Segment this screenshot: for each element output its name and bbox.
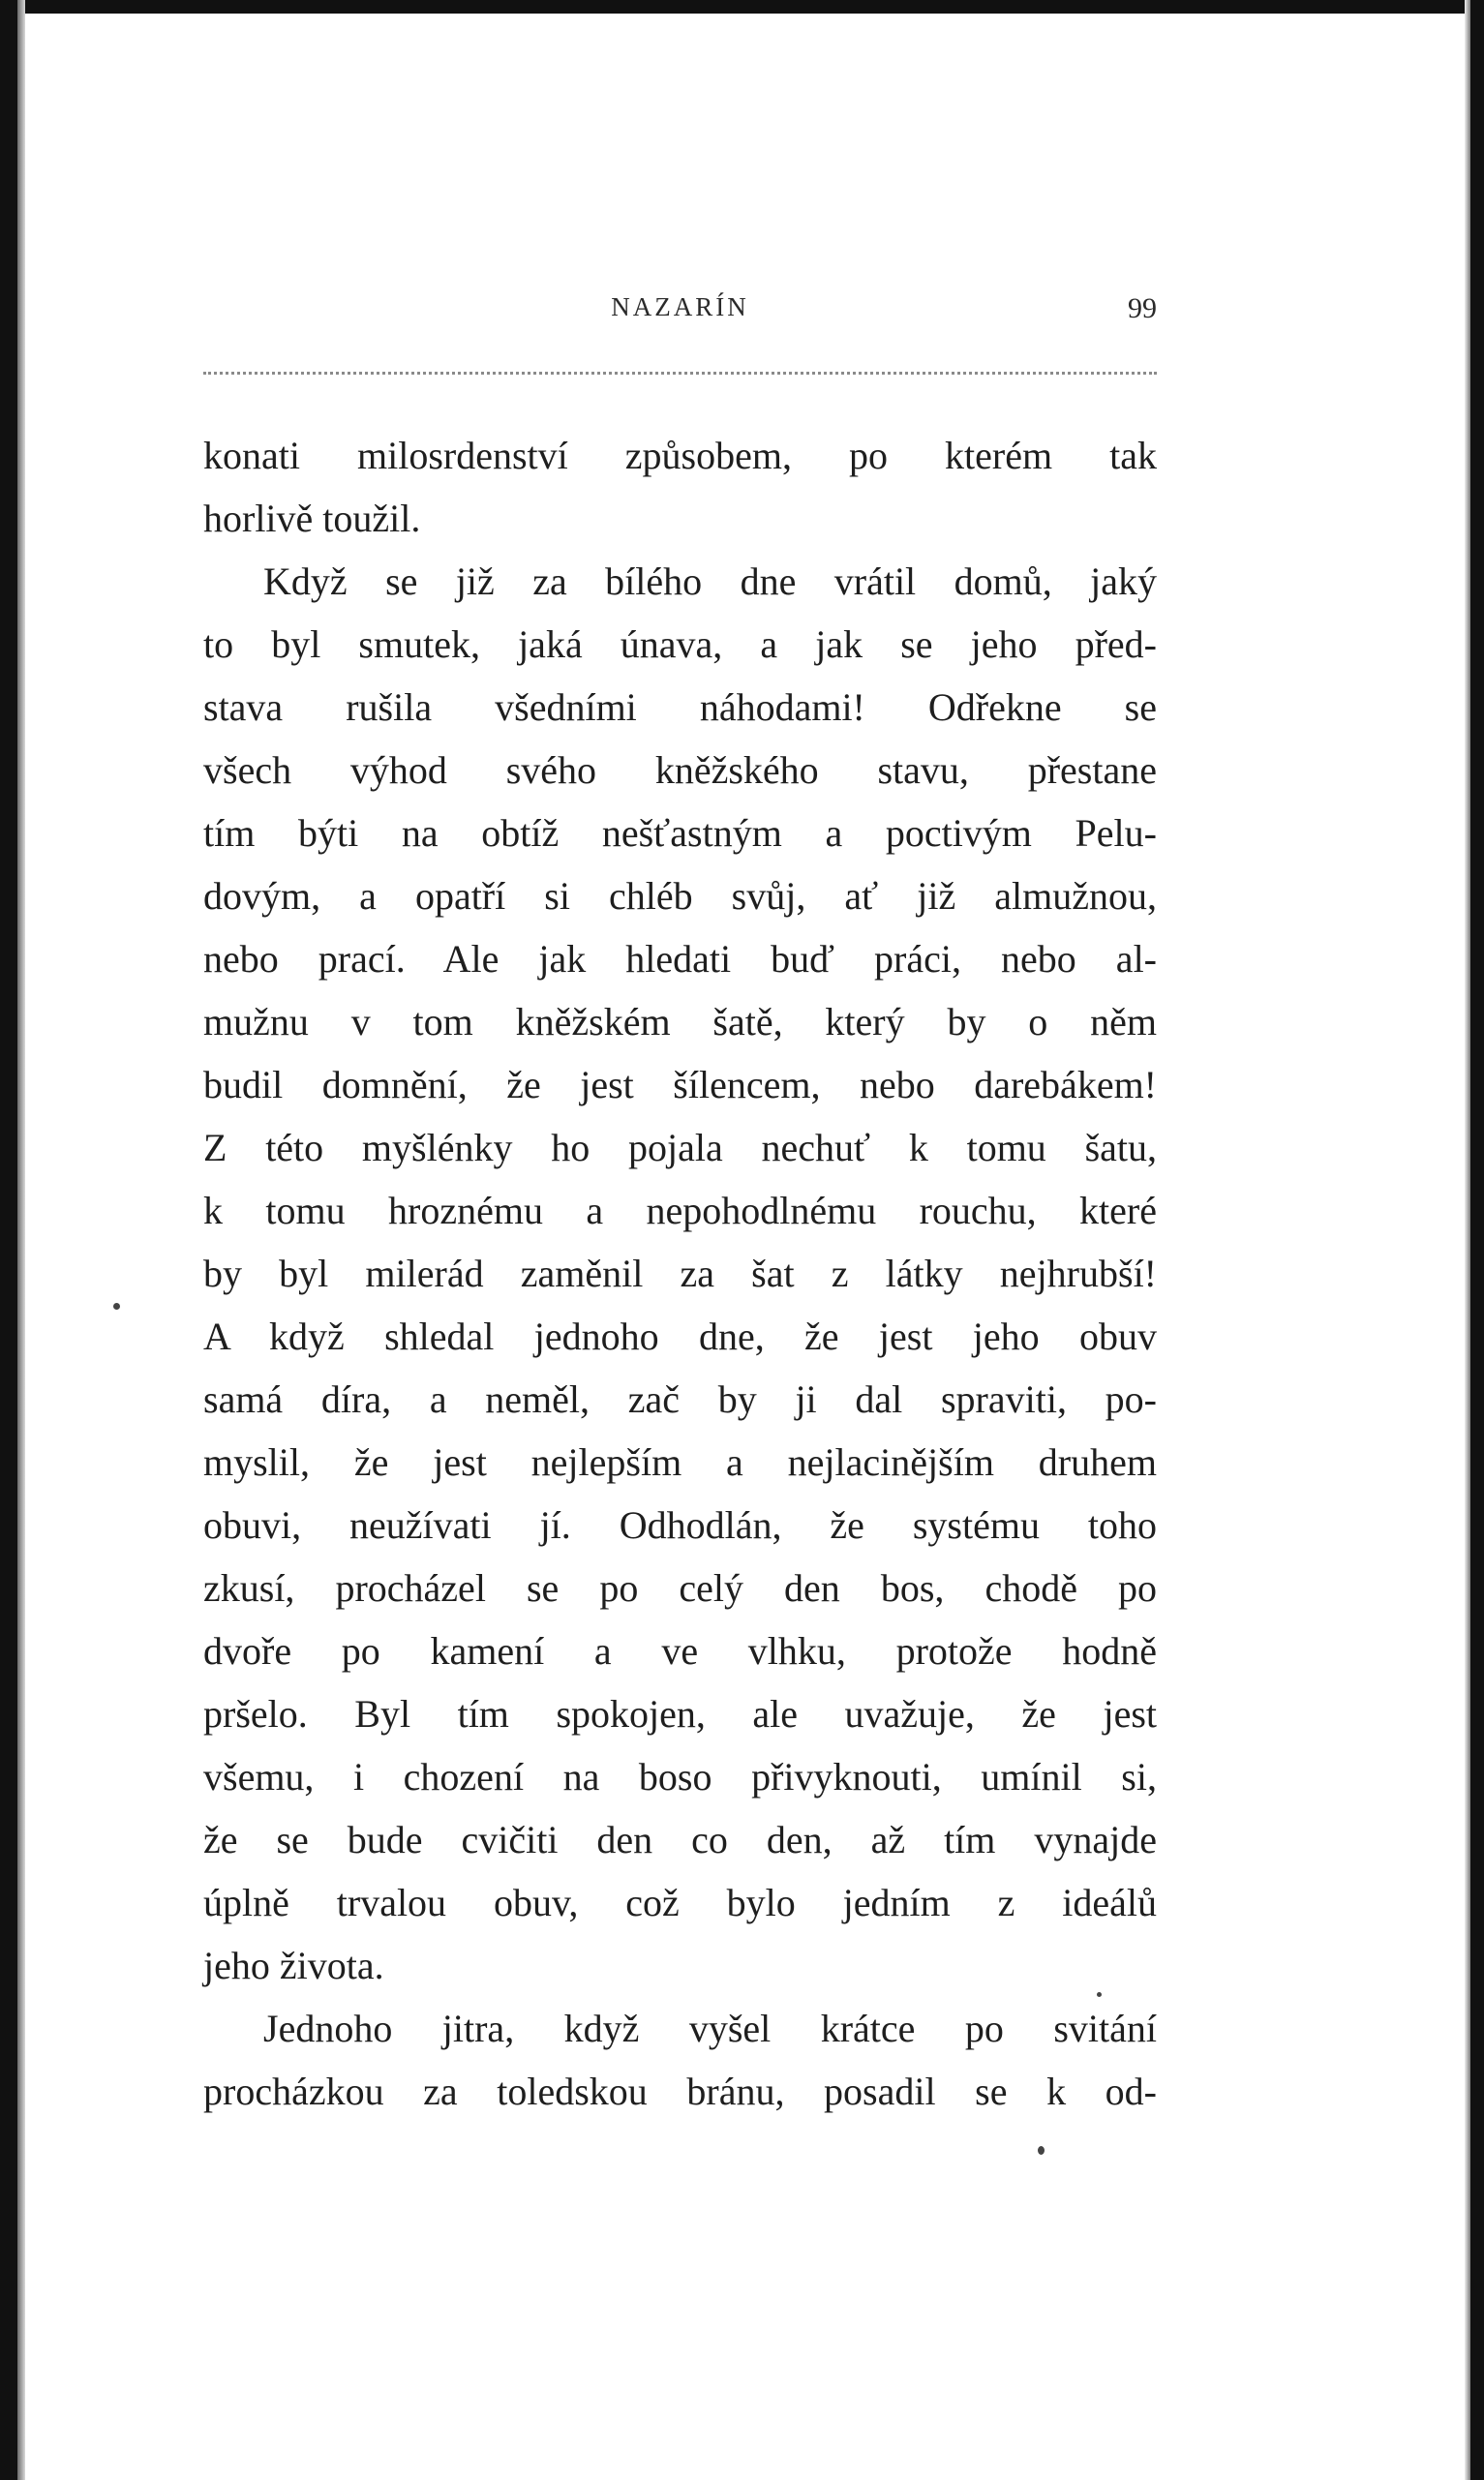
print-speck — [1038, 2146, 1045, 2155]
text-line: to byl smutek, jaká únava, a jak se jeho před- — [203, 622, 1157, 666]
text-line: k tomu hroznému a nepohodlnému rouchu, které — [203, 1189, 1157, 1232]
text-line: úplně trvalou obuv, což bylo jedním z ideálů — [203, 1881, 1157, 1924]
text-line: myslil, že jest nejlepším a nejlacinějším druhem — [203, 1440, 1157, 1484]
text-line: Když se již za bílého dne vrátil domů, jaký — [263, 560, 1157, 603]
text-line: mužnu v tom kněžském šatě, který by o něm — [203, 1000, 1157, 1043]
scan-right-shadow — [1465, 0, 1470, 2480]
body-text — [203, 424, 1157, 2123]
text-line: Z této myšlénky ho pojala nechuť k tomu šatu, — [203, 1126, 1157, 1169]
page-number: 99 — [1128, 292, 1157, 324]
scan-right-edge — [1470, 0, 1484, 2480]
text-line: konati milosrdenství způsobem, po kterém tak — [203, 434, 1157, 477]
text-line: stava rušila všedními náhodami! Odřekne se — [203, 685, 1157, 729]
text-line: horlivě toužil. — [203, 497, 421, 540]
text-line: pršelo. Byl tím spokojen, ale uvažuje, že jest — [203, 1692, 1157, 1736]
running-head — [203, 292, 1157, 331]
text-line: zkusí, procházel se po celý den bos, chodě po — [203, 1566, 1157, 1610]
text-line: obuvi, neužívati jí. Odhodlán, že systému toho — [203, 1503, 1157, 1547]
text-line: dovým, a opatří si chléb svůj, ať již almužnou, — [203, 874, 1157, 918]
text-line: všech výhod svého kněžského stavu, přestane — [203, 748, 1157, 792]
text-line: budil domnění, že jest šílencem, nebo darebákem! — [203, 1063, 1157, 1106]
print-speck — [1097, 1992, 1102, 1997]
scan-top-edge — [0, 0, 1484, 14]
text-line: tím býti na obtíž nešťastným a poctivým Pelu- — [203, 811, 1157, 855]
text-line: že se bude cvičiti den co den, až tím vynajde — [203, 1818, 1157, 1861]
text-line: nebo prací. Ale jak hledati buď práci, nebo al- — [203, 937, 1157, 981]
text-line: by byl milerád zaměnil za šat z látky nejhrubší! — [203, 1252, 1157, 1295]
text-line: jeho života. — [203, 1944, 384, 1987]
text-line: dvoře po kamení a ve vlhku, protože hodně — [203, 1629, 1157, 1673]
text-line: procházkou za toledskou bránu, posadil se k od- — [203, 2070, 1157, 2113]
text-line: A když shledal jednoho dne, že jest jeho obuv — [203, 1315, 1157, 1358]
text-line: všemu, i chození na boso přivyknouti, umínil si, — [203, 1755, 1157, 1799]
text-line: samá díra, a neměl, zač by ji dal spraviti, po- — [203, 1377, 1157, 1421]
running-head-title: NAZARÍN — [611, 292, 749, 321]
print-speck — [113, 1303, 120, 1310]
header-dotted-rule — [203, 372, 1157, 375]
text-line: Jednoho jitra, když vyšel krátce po svitání — [263, 2007, 1157, 2050]
scan-left-edge — [0, 0, 17, 2480]
scan-left-shadow — [17, 0, 25, 2480]
